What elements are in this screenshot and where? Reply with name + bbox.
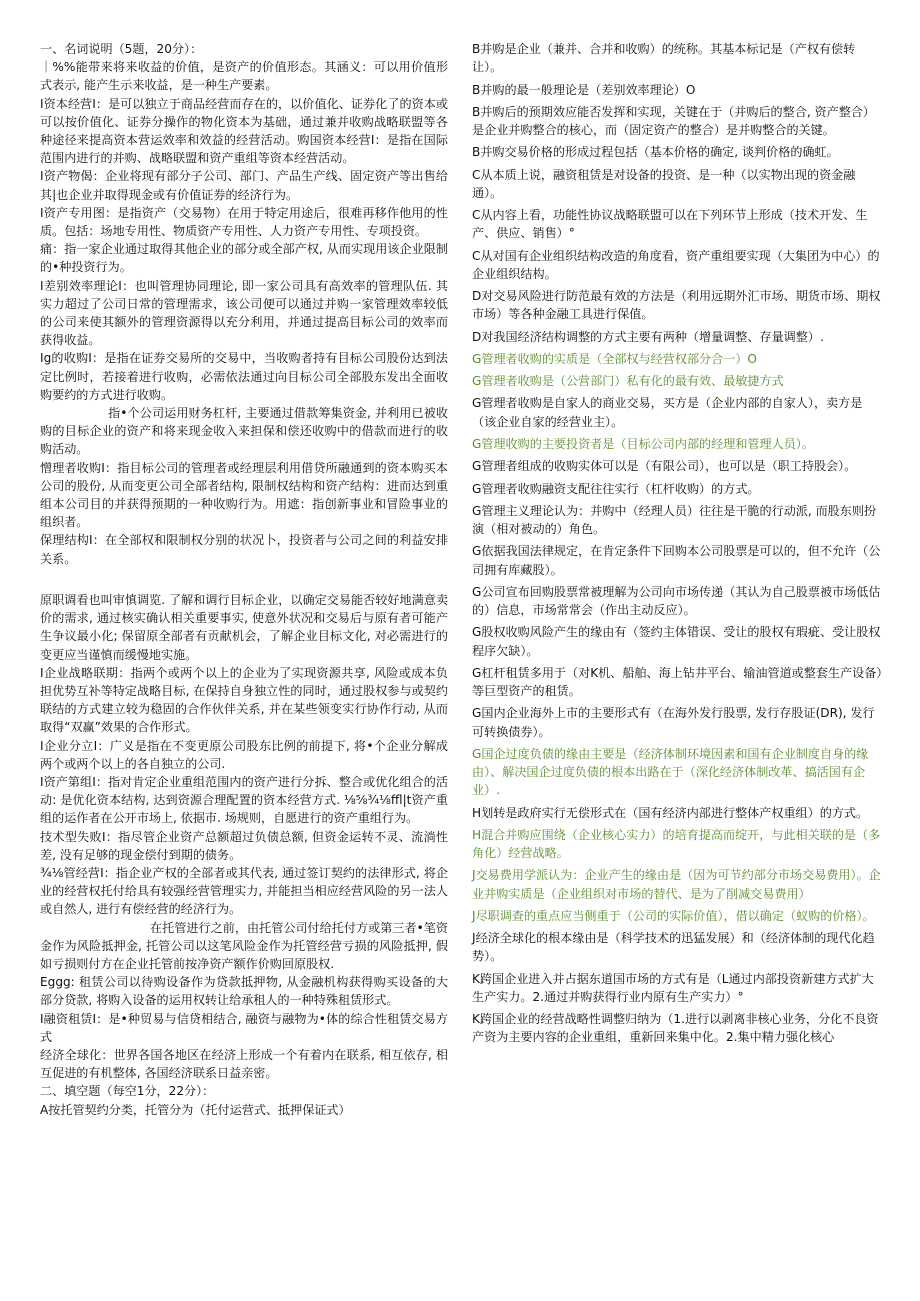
fill-blank-item: G管理主义理论认为：并购中（经理人员）往往是干脆的行动派, 而股东则扮演（相对被动的）角色。 [472, 503, 877, 537]
fill-blank-item: H混合并购应围绕（企业核心实力）的培育提高而绽开，与此相关联的是（多角化）经营战略。 [472, 827, 881, 861]
left-column [40, 40, 448, 1119]
definition-due-diligence: 原职调看也叫审慎调览. 了解和调行目标企业，以确定交易能否较好地满意卖价的需求, 通过核实确认相关重要事实, 使意外状况和交易后与原有者可能产生争议最小化; 保留原全部者有贡献机会，了解企业目标文化, 对必需进行的变更应当谨慎而缓慢地实施。 [40, 592, 448, 662]
fill-blank-item: C从本质上说，融资租赁是对设备的投资、是一种（以实物出现的资金融通）。 [472, 167, 856, 200]
definition-trust-management: ¾⅛管经营I：指企业产权的全部者或其代表, 通过签订契约的法律形式, 将企业的经营权托付给具有较强经营管理实力, 并能担当相应经营风险的另一法人或自然人, 进行有偿经营的经济行为。 [40, 865, 448, 917]
fill-blank-item: B并购的最一般理论是（差别效率理论）O [472, 82, 696, 97]
definition-capital-operation: I资本经营I：是可以独立于商品经营而存在的，以价值化、证券化了的资本或可以按价值化、证券分操作的物化资本为基础，通过兼并收购战略联盟等各种途径来提高资本营运效率和效益的经营活动。购国资本经营I：是指在国际范围内进行的并购、战略联盟和资产重组等资本经营活动。 [40, 96, 448, 166]
fill-blank-item: G杠杆租赁多用于（对K机、船舶、海上钻井平台、输油管道或整套生产设备）等巨型资产的租赁。 [472, 665, 883, 699]
fill-blank-item: D对我国经济结构调整的方式主要有两种（增量调整、存量调整）. [472, 329, 824, 344]
definition-differential-efficiency: I差别效率理论I：也叫管理协同理论, 即一家公司具有高效率的管理队伍. 其实力超过了公司日常的管理需求，该公司便可以通过并购一家管理效率较低的公司来使其额外的管理资源得以充分利用，并通过提高目标公司的效率而获得收益。 [40, 278, 448, 348]
definition-asset: ｜%%能带来将来收益的价值，是资产的价值形态。其涵义：可以用价值形式表示, 能产生示来收益，是一种生产要素。 [40, 60, 448, 93]
fill-blank-item: G管理者组成的收购实体可以是（有限公司），也可以是（职工持股会）。 [472, 459, 857, 474]
fill-blank-item: G依据我国法律规定，在肯定条件下回购本公司股票是可以的，但不允许（公司拥有库藏股）。 [472, 544, 881, 577]
definition-financial-lease: I融资租赁I：是•种贸易与信贷相结合, 融资与融物为•体的综合性租赁交易方式 [40, 1011, 448, 1044]
definition-leveraged-lease: Eggg: 租赁公司以待购设备作为贷款抵押物, 从金融机构获得购买设备的大部分贷款, 将购入设备的运用权转让给承租人的一种特殊租赁形式。 [40, 975, 448, 1008]
definition-strategic-alliance: I企业战略联期：指两个或两个以上的企业为了实现资源共享, 风险或成本负担优势互补等特定战略目标, 在保持自身独立性的同时，通过股权参与或契约联结的方式建立较为稳固的合作伙伴关系, 并在某些领变实行协作行动, 从而取得“双赢”效果的合作形式。 [40, 665, 448, 735]
fill-blank-item: G公司宣布回购股票常被理解为公司向市场传递（其认为自己股票被市场低估的）信息，市场常常会（作出主动反应）。 [472, 584, 881, 618]
fill-blank-item: K跨国企业的经营战略性调整归纳为（1.进行以剥离非核心业务，分化不良资产资为主要内容的企业重组，重新回来集中化。2.集中精力强化核心 [472, 1012, 879, 1045]
fill-blank-item: B并购交易价格的形成过程包括（基本价格的确定, 谈判价格的确虹。 [472, 145, 839, 160]
fill-blank-item: G管理者收购是（公营部门）私有化的最有效、最敏捷方式 [472, 374, 784, 389]
paragraph-gap [40, 568, 448, 591]
definition-asset-restructuring: I资产第组I：指对肯定企业重组范围内的资产进行分拆、整合或优化组合的活动: 是优化资本结构, 达到资源合理配置的资本经营方式. ⅛⅝¾⅛ffl|t资产重组的运作者在公开市场上, 依据市. 场规则，自愿进行的资产重组行为。 [40, 774, 448, 826]
fill-blank-item: G管理者收购是自家人的商业交易，买方是（企业内部的自家人），卖方是（该企业自家的经营业主）。 [472, 396, 863, 429]
fill-blank-item: G国企过度负债的缘由主要是（经济体制环境因素和国有企业制度自身的缘由）、解决国企过度负债的根本出路在于（深化经济体制改革、搞活国有企业）. [472, 746, 869, 798]
section-heading-definitions: 一、名词说明（5题，20分）： [40, 42, 203, 56]
definition-asset-specificity: I资产专用图：是指资产（交易物）在用于特定用途后，很难再移作他用的性质。包括：场地专用性、物质资产专用性、人力资产专用性、专项投资。 [40, 205, 448, 239]
definition-acquisition: 痛：指一家企业通过取得其他企业的部分或全部产权, 从而实现用该企业限制的•种投资行为。 [40, 242, 448, 275]
fill-blank-item: H划转是政府实行无偿形式在（国有经济内部进行整体产权重组）的方式。 [472, 805, 869, 820]
definition-management-buyout: 憎理者收购I：指目标公司的管理者或经理层利用借贷所融通到的资本购买本公司的股份, 从而变更公司全部者结构, 限制权结构和资产结构：进而达到重组本公司目的并获得预期的一种收购行为。用遮：指创新事业和冒险事业的组织者。 [40, 460, 448, 530]
fill-blank-item: D对交易风险进行防范最有效的方法是（利用远期外汇市场、期货市场、期权市场）等各种金融工具进行保值。 [472, 289, 881, 322]
definition-technical-insolvency: 技术型失败I：指尽管企业资产总额超过负债总额, 但资金运转不灵、流淌性差, 没有足够的现金偿付到期的债务。 [40, 829, 448, 862]
definition-globalization: 经济全球化：世界各国各地区在经济上形成一个有着内在联系, 相互依存, 相互促进的有机整体, 各国经济联系日益亲密。 [40, 1047, 448, 1081]
definition-leveraged-buyout: 指•个公司运用财务杠杆, 主要通过借款筹集资金, 并利用已被收购的目标企业的资产和将来现金收入来担保和偿还收购中的借款而进行的收购活动。 [40, 406, 448, 457]
fill-blank-item: C从对国有企业组织结构改造的角度看，资产重组要实现（大集团为中心）的企业组织结构。 [472, 248, 880, 281]
fill-blank-item: B并购后的预期效应能否发挥和实现，关键在于（并购后的整合, 资产整合）是企业并购整合的核心，而（固定资产的整合）是并购整合的关键。 [472, 104, 875, 137]
definition-asset-divestiture: I资产物偈：企业将现有部分子公司、部门、产品生产线、固定资产等出售给其|也企业并取得现金或有价值证券的经济行为。 [40, 169, 448, 202]
fill-blank-item: K跨国企业进入并占据东道国市场的方式有是（L通过内部投资新建方式扩大生产实力。2.通过并购获得行业内原有生产实力）° [472, 971, 874, 1004]
section-heading-fill-blank: 二、填空题（每空1分，22分）： [40, 1084, 215, 1099]
definition-spin-off: I企业分立I：广义是指在不变更原公司股东比例的前提下, 将•个企业分解成两个或两个以上的各自独立的公司. [40, 738, 448, 771]
definition-governance-structure: 保理结构I：在全部权和限制权分别的状况卜，投资者与公司之间的利益安排关系。 [40, 533, 448, 566]
fill-blank-item: G管理收购的主要投资者是（目标公司内部的经理和管理人员）。 [472, 436, 814, 451]
fill-blank-item: G管理者收购融资支配往往实行（杠杆收购）的方式。 [472, 481, 760, 496]
fill-blank-item: G管理者收购的实质是（全部权与经营权部分合一）O [472, 351, 757, 366]
fill-blank-item: J尽职调查的重点应当侧重于（公司的实际价值），借以确定（蚁购的价格）。 [472, 908, 875, 923]
definition-tender-offer: Ig的收购I：是指在证券交易所的交易中，当收购者持有目标公司股份达到法定比例时，若接着进行收购，必需依法通过向目标公司全部股东发出全面收购要约的方式进行收购。 [40, 351, 448, 402]
fill-blank-item: G股权收购风险产生的缘由有（签约主体错误、受让的股权有瑕疵、受让股权程序欠缺）。 [472, 625, 881, 658]
fill-blank-item: B并购是企业（兼并、合并和收购）的统称。其基本标记是（产权有偿转让）。 [472, 42, 856, 75]
fill-blank-item: C从内容上看，功能性协议战略联盟可以在下列环节上形成（技术开发、生产、供应、销售）° [472, 208, 868, 241]
fill-blank-item: G国内企业海外上市的主要形式有（在海外发行股票, 发行存股证(DR), 发行可转换债券）。 [472, 706, 875, 739]
fill-blank-item: J经济全球化的根本缘由是（科学技术的迅猛发展）和（经济体制的现代化趋势）。 [472, 931, 875, 964]
fill-blank-item: A按托管契约分类，托管分为（托付运营式、抵押保证式） [40, 1102, 351, 1117]
definition-risk-deposit: 在托管进行之前，由托管公司付给托付方或第三者•笔资金作为风险抵押金, 托管公司以这笔风险金作为托管经营亏损的风险抵押, 假如亏损则付方在企业托管前按净资产额作价购回原股权. [40, 920, 448, 971]
fill-blank-item: J交易费用学派认为：企业产生的缘由是（因为可节约部分市场交易费用）。企业并购实质是（企业组织对市场的替代、是为了削减交易费用） [472, 868, 881, 901]
right-column [472, 40, 884, 1051]
